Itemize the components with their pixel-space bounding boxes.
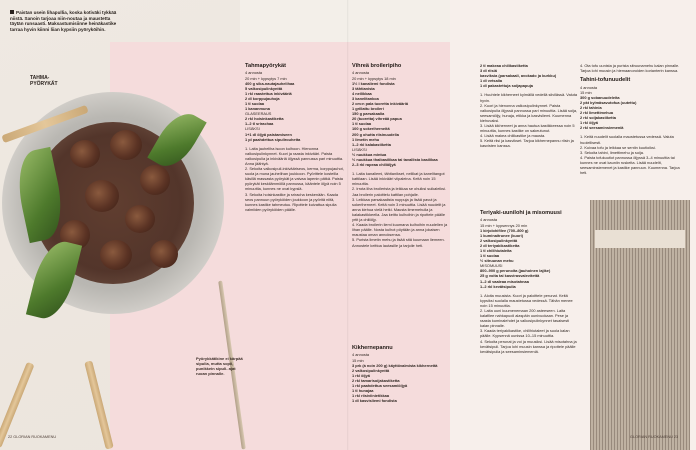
ingredient-subhead: LISÄKSI: [352, 146, 367, 152]
recipe-step: 1. Aloita muusista. Kuori ja paloittele perunat. Keitä kypsiksi suolalla maustetussa vedessä. Tähän menee noin 15 minuuttia.: [480, 292, 573, 308]
ingredient: 2 valkosipulinkynttä: [480, 237, 518, 243]
recipe-step: 4. Ota tofu uunista ja purista sitruunamehu kalan pinnalle. Tarjoa lohi muusin ja hiemaanoroiden korianterin kanssa.: [580, 63, 680, 74]
recipe-step: 4. Lisää makea chilikastike ja mausta.: [480, 133, 546, 139]
ingredient-subhead: LISÄKSI: [245, 126, 260, 132]
ingredient: 2 rkl seesaminsiemeniä: [580, 125, 624, 131]
ingredient: 2 rkl hoisinkastiketta: [245, 116, 284, 122]
ingredient: 3 kanelitankoa: [352, 95, 379, 101]
recipe-servings: 4 annosta: [352, 70, 370, 76]
ingredient: 1 tl hunajaa: [352, 388, 374, 394]
meatball: [150, 240, 178, 268]
ingredient: 200 g ohutta riisinuudelia: [352, 131, 399, 137]
ingredient: 3 dl riisiä: [480, 68, 497, 74]
ingredient: 1 dl vetsalia: [480, 78, 503, 84]
recipe-step: 2. Kuori ja hienonna valkosipulinkynnet. Paista valkosipulia öljyssä pannussa pari minuuttia. Lisää soija, seesamiöljy, hunaja, etikka ja kasvisliemi. Kuumenna kiehuvaksi.: [480, 102, 578, 123]
ingredient: 25 g voita tai kasvirasvalevitettä: [480, 273, 540, 279]
ingredient: 2 tl makeaa chilikastiketta: [480, 63, 528, 68]
recipe-step: 2. Laita uuni kuumenemaan 200 asteeseen. Laita kalafilee nahkapuoli alaspäin uunivuokaan. Pese ja raasta kuminalehdet ja valkosipulinkynnet tasaisesti kalan pinnalle.: [480, 308, 570, 329]
recipe-title: Teriyaki-uunilohi ja misomuusi: [480, 210, 562, 216]
ingredient: 1 tl suolaa: [352, 121, 372, 127]
ingredient: 2–3 rkl rapeaa chiliöljyä: [352, 162, 396, 168]
recipe-time: 15 min: [580, 89, 592, 95]
ingredient: ½ nuukkua mintua: [352, 151, 387, 157]
ingredient: 1 rkl raastettua inkivääriä: [245, 90, 292, 96]
ingredient: 1–2 dl vaaleaa misotahnaa: [480, 278, 529, 284]
ingredient-subhead: GLASEERAUS: [245, 111, 272, 117]
ingredient: 1 kirjolohifilee (700–800 g): [480, 227, 529, 233]
ingredient: 1 grillattu broileri: [352, 106, 384, 112]
recipe-title: Tahmapyörykät: [245, 63, 286, 69]
recipe-title: Vihreä broileripiho: [352, 63, 402, 69]
ingredient: 1 rkl öljyä: [352, 372, 370, 378]
recipe-servings: 4 annosta: [352, 352, 370, 358]
ingredient: 1 dl pakastettuja soijapapuja: [480, 83, 533, 89]
recipe-step: 3. Sekoita hoisinkastike ja sriracha keskenään. Kaada seos pannuun pyöryköiden joukkoon ja pyöritä niitä, kunnes kastike tahmeutuu. Ripottele kuivattua sipulia valmiiden pyöryköiden päälle.: [245, 191, 338, 212]
ingredient: ½ sitruunan mehu: [480, 258, 514, 264]
ingredient: 2 rkl tahinia: [580, 104, 602, 110]
ingredient: 2 rkl limettimehua: [580, 110, 614, 116]
ingredient: 1–2 rkl kalakastiketta: [352, 141, 391, 147]
intro-text: [10, 10, 125, 32]
recipe-step: 4. Sekoita perunat ja voi ja muusiksi. Lisää misotahna ja kevätsipuli. Tarjoa lohi muusin kanssa ja ripottele päälle kevätsipulia ja seesaminsiemeniä.: [480, 338, 577, 354]
ingredient: 1 rkl riisiviinietikkaa: [352, 393, 389, 399]
ingredient: 1 tl chilihiutaleita: [480, 247, 512, 253]
recipe-servings: 4 annosta: [580, 84, 598, 90]
ingredient: 150 g parsakaalia: [352, 111, 385, 117]
ingredient: 4 neilikkaa: [352, 90, 372, 96]
page-folio-left: 22 GLORIAN RUOKAMENU: [8, 435, 57, 439]
ingredient: 2 dl korppujauhoja: [245, 95, 280, 101]
ingredient: 1 dl kasvisliemi fondista: [352, 398, 397, 404]
ingredient: 800–900 g perunoita (jauhoinen lajike): [480, 268, 551, 274]
recipe-step: 4. Paista tofukuutiot pannussa öljyssä 3–4 minuuttia tai kunnes ne ovat kauniin ruskeita. Lisää nuudelit, seesaminsiemenet ja kastike pannuun. Kuumenna. Tarjoa heti.: [580, 154, 680, 176]
ingredient: 5 valkosipulinkynttä: [245, 85, 283, 91]
page-gutter: [347, 0, 349, 450]
ingredient: 2 valkosipulinkynttä: [352, 367, 390, 373]
photo-caption: Pyörykkätikine ei kärpää sipulia, mutta sopii, punikkein sipuli- ajat ruoan pinnalle.: [196, 356, 243, 376]
ingredient: 400 g sika-nautajauhelihaa: [245, 80, 295, 86]
meatball: [140, 165, 170, 195]
ingredient: 1 pl paahdettua sipulirouhetta: [245, 136, 301, 142]
recipe-step: 2. Sekoita valkosipuli-inkivääriseos, kerma, korppujauhot, suola ja muna jauhelihan joukkoon. Pyörittele kosteilla käsillä massasta pyörykät ja vaivaa lapenin pätkä. Paista pyörykät keskilämmöllä pannussa, kääntele öljyä noin 5 minuuttia, kunnes ne ovat kypsiä.: [245, 166, 344, 192]
recipe-step: 1. Laita kanaliemi, tähtianikset, neilikat ja kanelitangot kattilaan. Lisää inkivääri viipaleina. Keitä noin 15 minuuttia.: [352, 171, 445, 187]
page-folio-right: GLORIAN RUOKAMENU 23: [630, 435, 679, 439]
ingredient: 2 cm:n pala tuoretta inkivääriä: [352, 100, 409, 106]
ingredient-subhead: MISOMUUSI: [480, 263, 503, 269]
ingredient: 1 kananmuna: [245, 106, 270, 112]
ingredient: 2 rkl tamarisoijakastiketta: [352, 377, 400, 383]
ingredient: 300 g sobanuudeleita: [580, 94, 620, 100]
ingredient: 2 dl teriyakikastiketta: [480, 242, 520, 248]
photo-label: TAHMA-PYÖRYKÄT: [30, 75, 58, 87]
recipe-time: 20 min + kypsytys 7 min: [245, 75, 287, 81]
recipe-teriyaki: [480, 210, 578, 354]
ingredient: 2 rkl soijakastiketta: [580, 115, 616, 121]
ingredient: 100 g sokeriherneitä: [352, 126, 390, 132]
ingredient: ½ nuukkua thaibasilikaa tai tavallista basilikaa: [352, 157, 438, 162]
recipe-time: 15 min + kypsennys 20 min: [480, 222, 528, 228]
recipe-step: 3. Leikkaa parsakaalista nuppuja ja lisää pavut ja sokeriherneet. Keitä noin 3 minuuttia. Lisää nuudelit ja anna kiehua vielä hetki. Mausta limemehulla ja kalakastikkeella. Jaa keitto kulhoihin ja ripottele päälle yrtit ja chiliöljy.: [352, 196, 446, 223]
ingredient: 1–2 tl srirachaa: [245, 121, 274, 127]
meatball: [85, 180, 119, 212]
recipe-step: 3. Kaada teriyakikastike, chilihiutaleet ja suola kalan päälle. Kypsennä uunissa 10–15 minuuttia.: [480, 328, 570, 339]
ingredient: 20 (tuoretta) vihreää papua: [352, 116, 402, 122]
recipe-tofu: [580, 63, 680, 175]
meatball: [125, 205, 155, 233]
ingredient: 1 limetin mehu: [352, 136, 380, 142]
recipe-servings: 4 annosta: [245, 70, 263, 76]
recipe-kikherne: [352, 345, 452, 403]
ingredient: 1–2 rkl kevätsipulia: [480, 283, 516, 289]
ingredient: 2 pkt kylmäsavutofua (uutettu): [580, 99, 637, 105]
noodle-wrap-band: [595, 230, 685, 248]
recipe-step: 1. Laita jauheliha isoon kulhoon. Hienonna valkosipulinkynnet. Kuori ja raasta inkivääri. Paista valkosipulia ja inkivääriä öljyssä pannussa pari minuuttia. Anna jäähtyä.: [245, 145, 344, 166]
intro-body: Paistan usein lihapullia, koska kotiväki tykkää niistä. Sanoin tarjoaa niin-noutaa ja maustetta täytän runsaasti. Maksastumisiinne heinäkastike tarraa hyvin kiinni liian kypsiin pyöryköihin.: [10, 10, 117, 32]
meatball: [110, 130, 142, 160]
meatball: [100, 240, 132, 270]
recipe-servings: 4 annosta: [480, 217, 498, 223]
recipe-time: 15 min: [352, 357, 364, 363]
ingredient: 3 tähtianista: [352, 85, 375, 91]
recipe-step: 4. Kaada broilerin liemi kuumana kulhoihin nuudelien ja lihan päälle. Nosta kulhot pöytään ja anna jokaisen maustaa oman annoksensa.: [352, 222, 448, 238]
recipe-step: 5. Purista limetin mehu ja lisää sitä kuumaan liemeen. Annostele keittoa lautasille ja tarjoile heti.: [352, 237, 445, 248]
ingredient: 3 prk (á noin 200 g) käyttövalmista kikhernettä: [352, 362, 438, 368]
meatball: [70, 140, 100, 168]
ingredient: kasviksia (parsakaali, avokado ja kurkku): [480, 73, 557, 79]
recipe-tahmapyorykat: [245, 63, 345, 212]
ingredient: 1½ l kanaliemi fondista: [352, 80, 395, 86]
recipe-kikherne-continued: [480, 63, 578, 149]
ingredient: 1 kuminaitrunee (kuori): [480, 232, 524, 238]
recipe-title: Kikhernepannu: [352, 345, 393, 351]
recipe-step: 5. Keitä riisi ja kasvikset. Tarjoa kikhernepannu riisin ja kasvisten kanssa.: [480, 138, 574, 149]
ingredient: 1 rkl öljyä: [580, 120, 598, 126]
ingredient: 1 tl suolaa: [245, 100, 265, 106]
recipe-step: 1. Huuhtele kikherneet kylmällä vedellä siivilässä. Valuta hyvin.: [480, 92, 578, 103]
recipe-vihrea: [352, 63, 452, 248]
ingredient: 1+1 dl öljyä paistamiseen: [245, 131, 292, 137]
ingredient: 1 tl suolaa: [480, 253, 500, 259]
ingredient: 1 rkl paahdettua seesamiöljyä: [352, 382, 408, 388]
recipe-step: 3. Lisää kikherneet ja anna hautua kastikkeessa noin 5 minuuttia, kunnes kastike on sakeutunut.: [480, 123, 575, 134]
bullet-square: [10, 10, 14, 14]
recipe-title: Tahini-tofunuudelit: [580, 77, 631, 84]
recipe-step: 1. Keitä nuudelit suolalla maustetussa vedessä. Valuta huolellisesti.: [580, 134, 674, 145]
recipe-step: 2. Irrota liha broilerista ja leikkaa se ohuiksi suikaleiksi. Jaa broilerin paloittelu kattilan pohjalle.: [352, 186, 447, 197]
recipe-step: 2. Kuivaa tofu ja leikkaa se sentin kuutioiksi.: [580, 144, 656, 150]
recipe-time: 20 min + kypsytys 18 min: [352, 75, 396, 81]
recipe-step: 3. Sekoita tahini, limettimehu ja soija.: [580, 149, 645, 155]
